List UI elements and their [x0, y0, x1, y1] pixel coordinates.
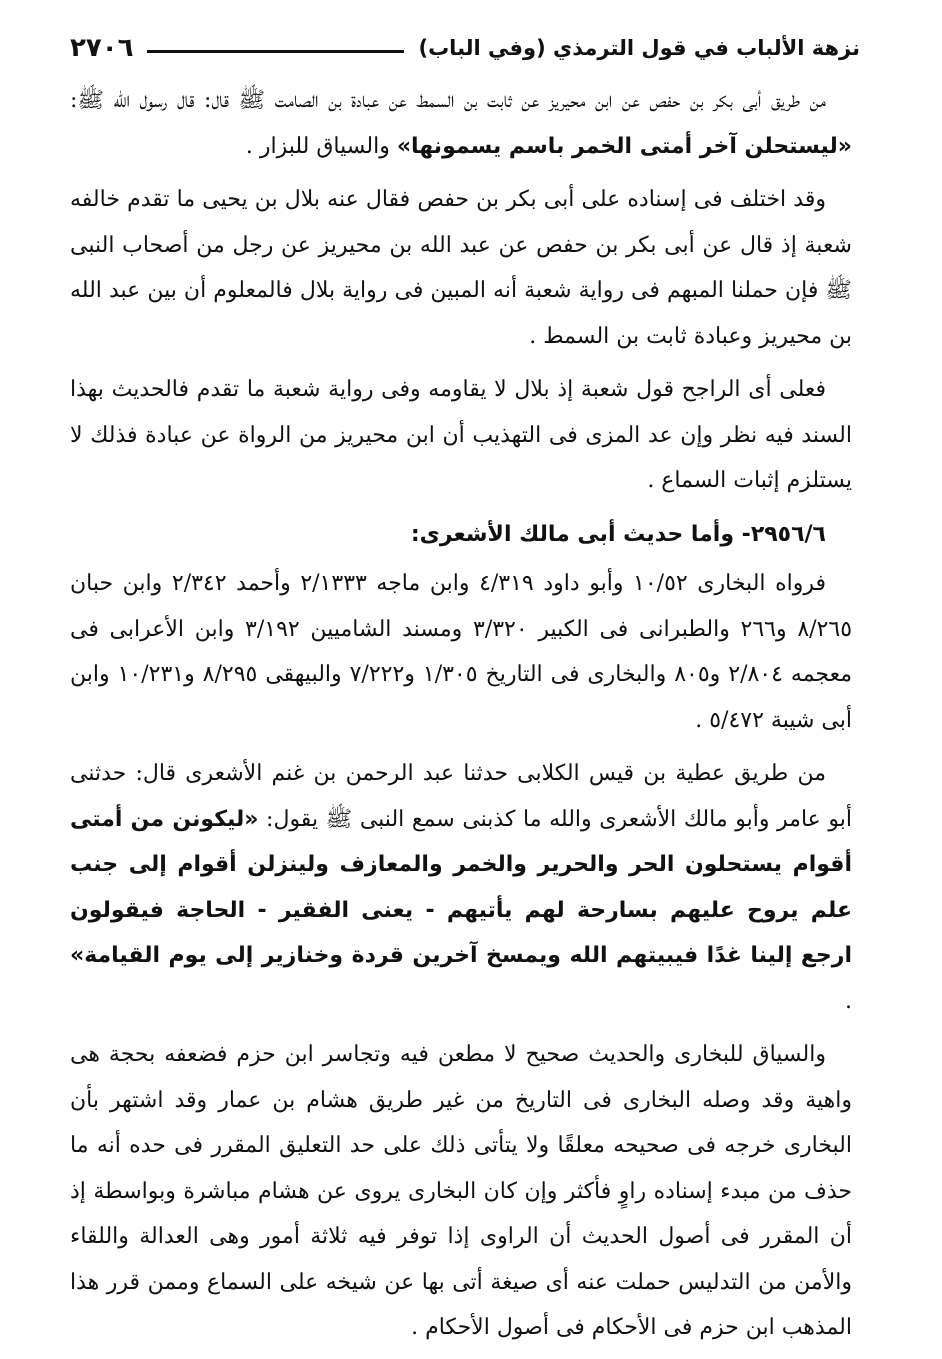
running-title: نزهة الألباب في قول الترمذي (وفي الباب) — [418, 36, 860, 60]
isnad-text: من طريق عطية بن قيس الكلابى حدثنا عبد الرحمن بن غنم الأشعرى قال: حدثنى أبو عامر وأبو مالك الأشعرى والله ما كذبنى سمع النبى ﷺ يقول: — [70, 761, 852, 832]
hadith-text-1: «ليستحلن آخر أمتى الخمر باسم يسمونها» — [396, 133, 852, 159]
paragraph-1 — [70, 78, 852, 169]
paragraph-3: فعلى أى الراجح قول شعبة إذ بلال لا يقاومه وفى رواية شعبة ما تقدم فالحديث بهذا السند فيه نظر وإن عد المزى فى التهذيب أن ابن محيريز من الرواة عن عبادة فذلك لا يستلزم إثبات السماع . — [70, 377, 852, 493]
closing-paragraph: والسياق للبخارى والحديث صحيح لا مطعن فيه وتجاسر ابن حزم فضعفه بحجة هى واهية وقد وصله البخارى فى التاريخ من غير طريق هشام بن عمار وقد اشتهر بأن البخارى خرجه فى صحيحه معلقًا ولا يتأتى ذلك على حد التعليق المقرر فى حده أنه ما حذف من مبدء إسناده راوٍ فأكثر وإن كان البخارى يروى عن هشام مباشرة وبواسطة إذ أن المقرر فى أصول الحديث أن الراوى إذا توفر فيه ثلاثة أمور وهى العدالة واللقاء والأمن من التدليس حملت عنه أى صيغة أتى بها عن شيخه على السماع وممن قرر هذا المذهب ابن حزم فى الأحكام فى أصول الأحكام . — [70, 1042, 852, 1340]
paragraph-2: وقد اختلف فى إسناده على أبى بكر بن حفص فقال عنه بلال بن يحيى ما تقدم خالفه شعبة إذ قال عن أبى بكر بن حفص عن عبد الله بن محيريز عن رجل من أصحاب النبى ﷺ فإن حملنا المبهم فى رواية شعبة أنه المبين فى رواية بلال فالمعلوم أن بين عبد الله بن محيريز وعبادة ثابت بن السمط . — [70, 187, 852, 349]
section-heading: ٢٩٥٦/٦- وأما حديث أبى مالك الأشعرى: — [410, 521, 826, 547]
paragraph-1-tail: والسياق للبزار . — [245, 133, 397, 159]
page-body — [70, 78, 852, 1359]
paragraph-1-text: من طريق أبى بكر بن حفص عن ابن محيريز عن ثابت بن السمط عن عبادة بن الصامت ﷺ قال: قال رسول الله ﷺ: — [70, 88, 826, 113]
takhrij-paragraph: فرواه البخارى ١٠/٥٢ وأبو داود ٤/٣١٩ وابن ماجه ٢/١٣٣٣ وأحمد ٢/٣٤٢ وابن حبان ٨/٢٦٥ و٢٦٦ والطبرانى فى الكبير ٣/٣٢٠ ومسند الشاميين ٣/١٩٢ وابن الأعرابى فى معجمه ٢/٨٠٤ و٨٠٥ والبخارى فى التاريخ ١/٣٠٥ و٧/٢٢٢ والبيهقى ٨/٢٩٥ و١٠/٢٣١ وابن أبى شيبة ٥/٤٧٢ . — [70, 571, 853, 733]
page-number: ٢٧٠٦ — [70, 33, 134, 63]
page-header — [70, 28, 860, 68]
isnad-paragraph — [70, 751, 852, 1024]
hadith-text-2: «ليكونن من أمتى أقوام يستحلون الحر والحرير والخمر والمعازف ولينزلن أقوام إلى جنب علم يروح عليهم بسارحة لهم يأتيهم - يعنى الفقير - الحاجة فيقولون ارجع إلينا غدًا فيبيتهم الله ويمسخ آخرين قردة وخنازير إلى يوم القيامة» — [70, 806, 852, 968]
isnad-tail: . — [845, 988, 852, 1014]
header-rule — [147, 50, 404, 53]
